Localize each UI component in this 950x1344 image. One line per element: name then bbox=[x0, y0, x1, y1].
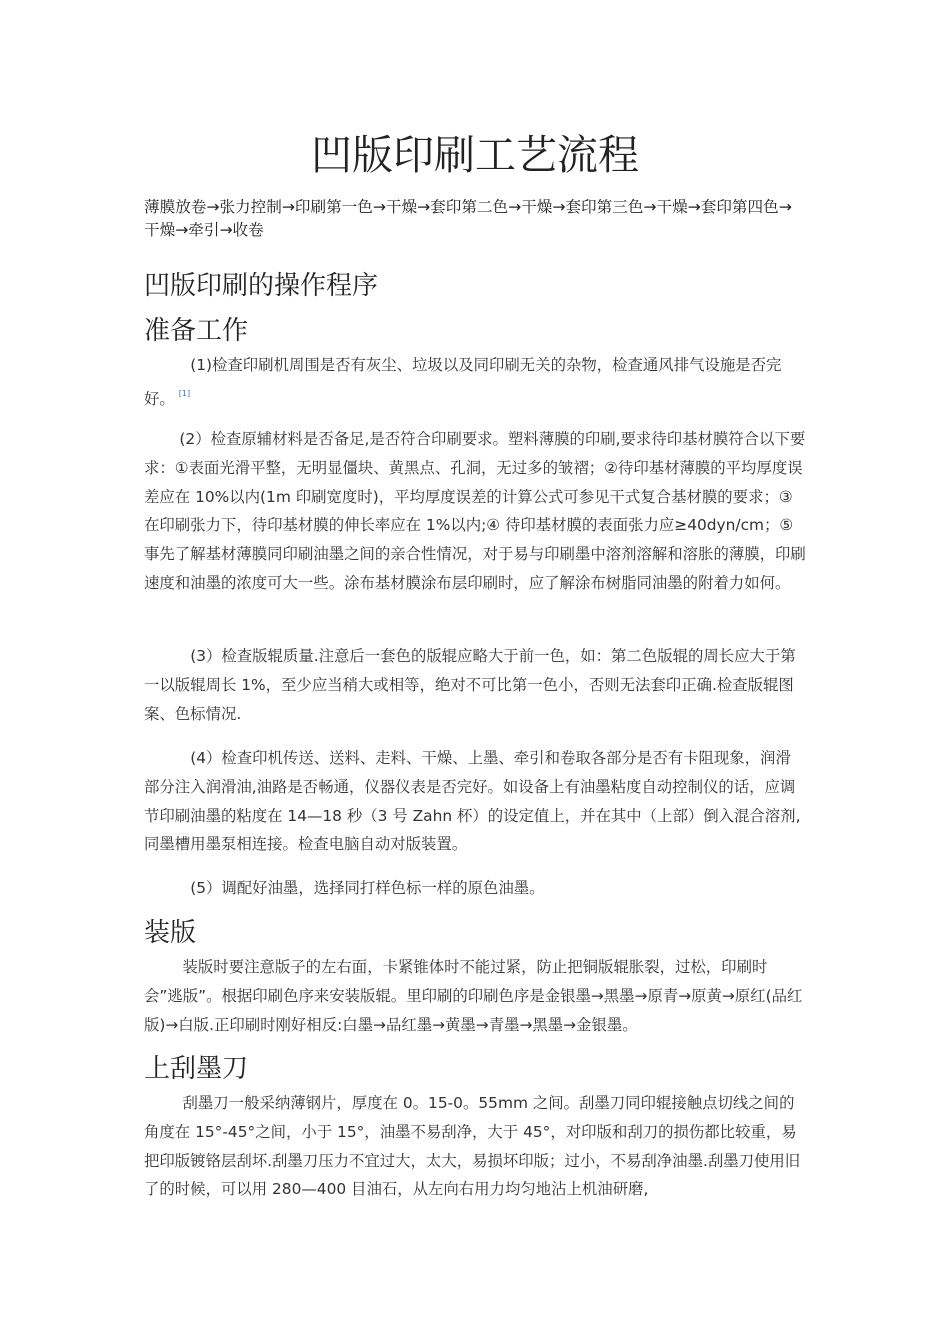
prep-paragraph-3: (3）检查版辊质量.注意后一套色的版辊应略大于前一色，如：第二色版辊的周长应大于第一以版辊周长 1%，至少应当稍大或相等，绝对不可比第一色小，否则无法套印正确.检查版辊图案、色标情况. bbox=[144, 647, 796, 723]
heading-mounting: 装版 bbox=[144, 918, 197, 948]
prep-paragraph-5: (5）调配好油墨，选择同打样色标一样的原色油墨。 bbox=[190, 879, 545, 897]
process-flow-text: 薄膜放卷→张力控制→印刷第一色→干燥→套印第二色→干燥→套印第三色→干燥→套印第四色→干燥→牵引→收卷 bbox=[144, 198, 792, 239]
heading-doctor-blade: 上刮墨刀 bbox=[144, 1054, 249, 1084]
heading-preparation: 准备工作 bbox=[144, 316, 249, 346]
prep-paragraph-1 bbox=[144, 351, 806, 414]
prep-paragraph-2: (2）检查原辅材料是否备足,是否符合印刷要求。塑料薄膜的印刷,要求待印基材膜符合以下要求：①表面光滑平整，无明显僵块、黄黑点、孔洞，无过多的皱褶；②待印基材薄膜的平均厚度误差应在 10%以内(1m 印刷宽度时)，平均厚度误差的计算公式可参见干式复合基材膜的要求；③在印刷张力下，待印基材膜的伸长率应在 1%以内;④ 待印基材膜的表面张力应≥40dyn/cm；⑤事先了解基材薄膜同印刷油墨之间的亲合性情况，对于易与印刷墨中溶剂溶解和溶胀的薄膜，印刷速度和油墨的浓度可大一些。涂布基材膜涂布层印刷时，应了解涂布树脂同油墨的附着力如何。 bbox=[144, 430, 806, 592]
citation-link[interactable]: [1] bbox=[178, 388, 191, 398]
document-title: 凹版印刷工艺流程 bbox=[311, 131, 639, 179]
prep-paragraph-1-text: (1)检查印刷机周围是否有灰尘、垃圾以及同印刷无关的杂物，检查通风排气设施是否完好。 bbox=[144, 356, 782, 408]
prep-paragraph-4: (4）检查印机传送、送料、走料、干燥、上墨、牵引和卷取各部分是否有卡阻现象，润滑部分注入润滑油,油路是否畅通，仪器仪表是否完好。如设备上有油墨粘度自动控制仪的话，应调节印刷油墨的粘度在 14—18 秒（3 号 Zahn 杯）的设定值上，并在其中（上部）倒入混合溶剂,同墨槽用墨泵相连接。检查电脑自动对版装置。 bbox=[144, 749, 801, 854]
section-heading-operation: 凹版印刷的操作程序 bbox=[144, 271, 379, 301]
doctor-blade-paragraph: 刮墨刀一般采纳薄钢片，厚度在 0。15-0。55mm 之间。刮墨刀同印辊接触点切线之间的角度在 15°-45°之间，小于 15°，油墨不易刮净，大于 45°，对印版和刮刀的损伤都比较重，易把印版镀铬层刮坏.刮墨刀压力不宜过大，太大，易损坏印版；过小，不易刮净油墨.刮墨刀使用旧了的时候，可以用 280—400 目油石，从左向右用力均匀地沾上机油研磨, bbox=[144, 1094, 801, 1199]
mounting-paragraph: 装版时要注意版子的左右面，卡紧锥体时不能过紧，防止把铜版辊胀裂，过松，印刷时会”逃版”。根据印刷色序来安装版辊。里印刷的印刷色序是金银墨→黑墨→原青→原黄→原红(品红版)→白版.正印刷时刚好相反:白墨→品红墨→黄墨→青墨→黑墨→金银墨。 bbox=[144, 958, 803, 1034]
